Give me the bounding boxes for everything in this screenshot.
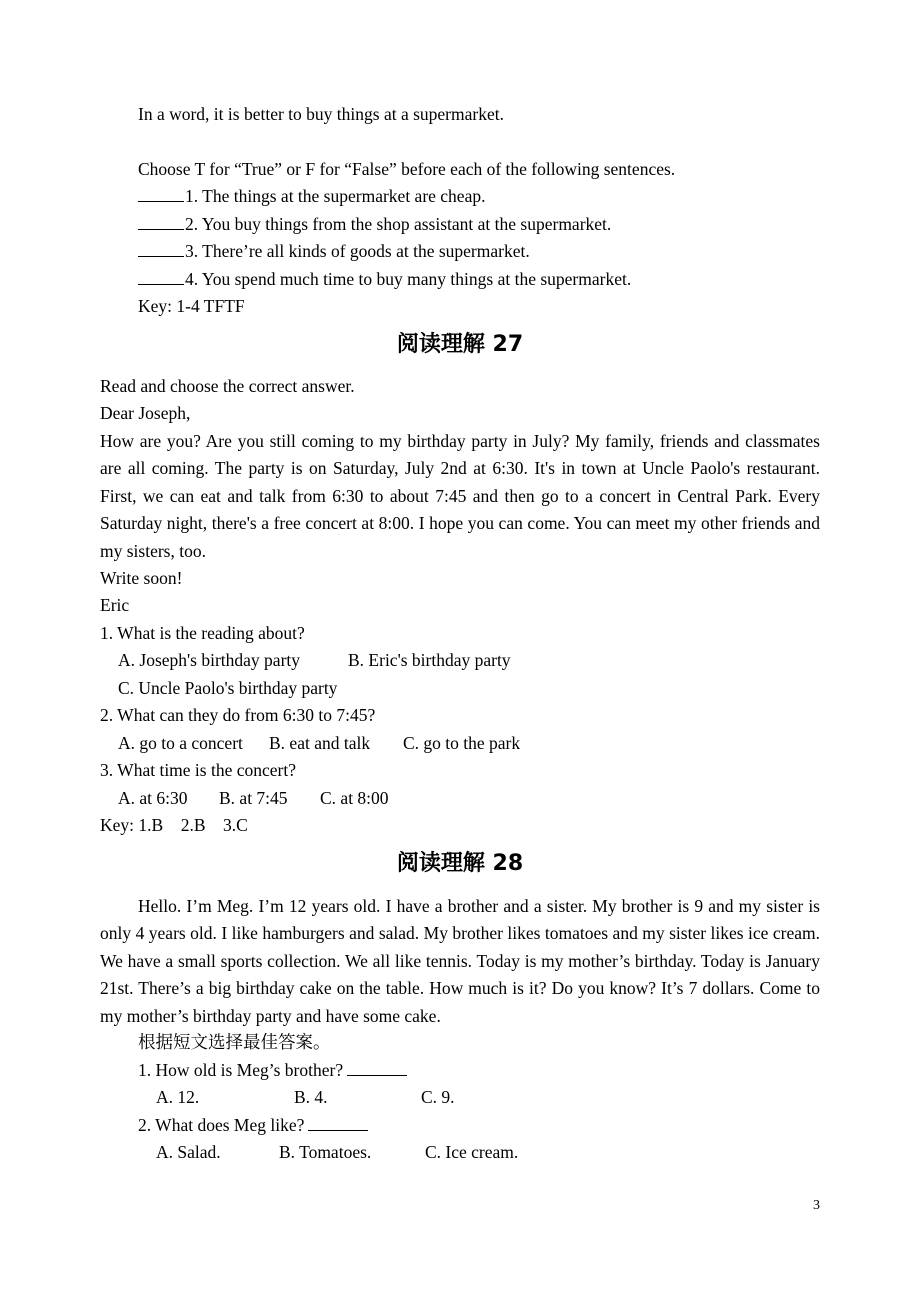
answer-key: Key: 1-4 TFTF — [138, 296, 245, 316]
option-b: B. Tomatoes. — [279, 1142, 372, 1162]
option-b: B. 4. — [294, 1087, 328, 1107]
option-a: A. go to a concert — [118, 733, 243, 753]
answer-key: Key: 1.B 2.B 3.C — [100, 815, 248, 835]
statement-text: 4. You spend much time to buy many things at the supermarket. — [185, 269, 632, 289]
question-2 — [138, 1112, 368, 1139]
option-a: A. at 6:30 — [118, 788, 188, 808]
answer-blank — [138, 187, 184, 202]
option-c: C. at 8:00 — [320, 788, 389, 808]
statement-text: 2. You buy things from the shop assistant at the supermarket. — [185, 214, 612, 234]
statement-text: 3. There’re all kinds of goods at the supermarket. — [185, 241, 530, 261]
tf-statement — [138, 238, 530, 265]
option-a: A. Salad. — [156, 1142, 221, 1162]
reading-passage: Hello. I’m Meg. I’m 12 years old. I have a brother and a sister. My brother is 9 and my sister is only 4 years old. I like hamburgers and salad. My brother likes tomatoes and my sister likes ice cream. We have a small sports collection. We all like tennis. Today is my mother’s birthday. Today is January 21st. There’s a big birthday cake on the table. How much is it? Do you know? It’s 7 dollars. Come to my mother’s birthday party and have some cake. — [100, 896, 820, 1026]
chinese-instruction: 根据短文选择最佳答案。 — [138, 1032, 331, 1052]
answer-blank — [347, 1061, 407, 1076]
option-a: A. Joseph's birthday party — [118, 650, 301, 670]
question-text: 2. What does Meg like? — [138, 1115, 305, 1135]
option-c: C. Uncle Paolo's birthday party — [118, 678, 338, 698]
tf-statement — [138, 266, 631, 293]
answer-blank — [308, 1116, 368, 1131]
option-b: B. eat and talk — [269, 733, 371, 753]
question-1 — [138, 1057, 407, 1084]
option-b: B. Eric's birthday party — [348, 650, 511, 670]
option-c: C. go to the park — [403, 733, 521, 753]
statement-text: 1. The things at the supermarket are cheap. — [185, 186, 486, 206]
question-3: 3. What time is the concert? — [100, 760, 296, 780]
letter-greeting: Dear Joseph, — [100, 403, 191, 423]
option-a: A. 12. — [156, 1087, 200, 1107]
conclusion-line: In a word, it is better to buy things at a supermarket. — [138, 104, 504, 124]
answer-blank — [138, 215, 184, 230]
letter-signature: Eric — [100, 595, 130, 615]
answer-blank — [138, 270, 184, 285]
answer-blank — [138, 242, 184, 257]
letter-body: How are you? Are you still coming to my birthday party in July? My family, friends and classmates are all coming. The party is on Saturday, July 2nd at 6:30. It's in town at Uncle Paolo's restaurant. First, we can eat and talk from 6:30 to about 7:45 and then go to a concert in Central Park. Every Saturday night, there's a free concert at 8:00. I hope you can come. You can meet my other friends and my sisters, too. — [100, 431, 820, 561]
option-c: C. 9. — [421, 1087, 455, 1107]
tf-statement — [138, 211, 611, 238]
question-1: 1. What is the reading about? — [100, 623, 305, 643]
tf-statement — [138, 183, 485, 210]
tf-instruction: Choose T for “True” or F for “False” before each of the following sentences. — [138, 159, 676, 179]
page-number: 3 — [813, 1198, 820, 1213]
question-text: 1. How old is Meg’s brother? — [138, 1060, 344, 1080]
reading-instruction: Read and choose the correct answer. — [100, 376, 355, 396]
letter-closing: Write soon! — [100, 568, 183, 588]
section-heading-27: 阅读理解 27 — [396, 332, 524, 357]
option-c: C. Ice cream. — [425, 1142, 519, 1162]
section-heading-28: 阅读理解 28 — [396, 851, 524, 876]
question-2: 2. What can they do from 6:30 to 7:45? — [100, 705, 376, 725]
option-b: B. at 7:45 — [219, 788, 288, 808]
